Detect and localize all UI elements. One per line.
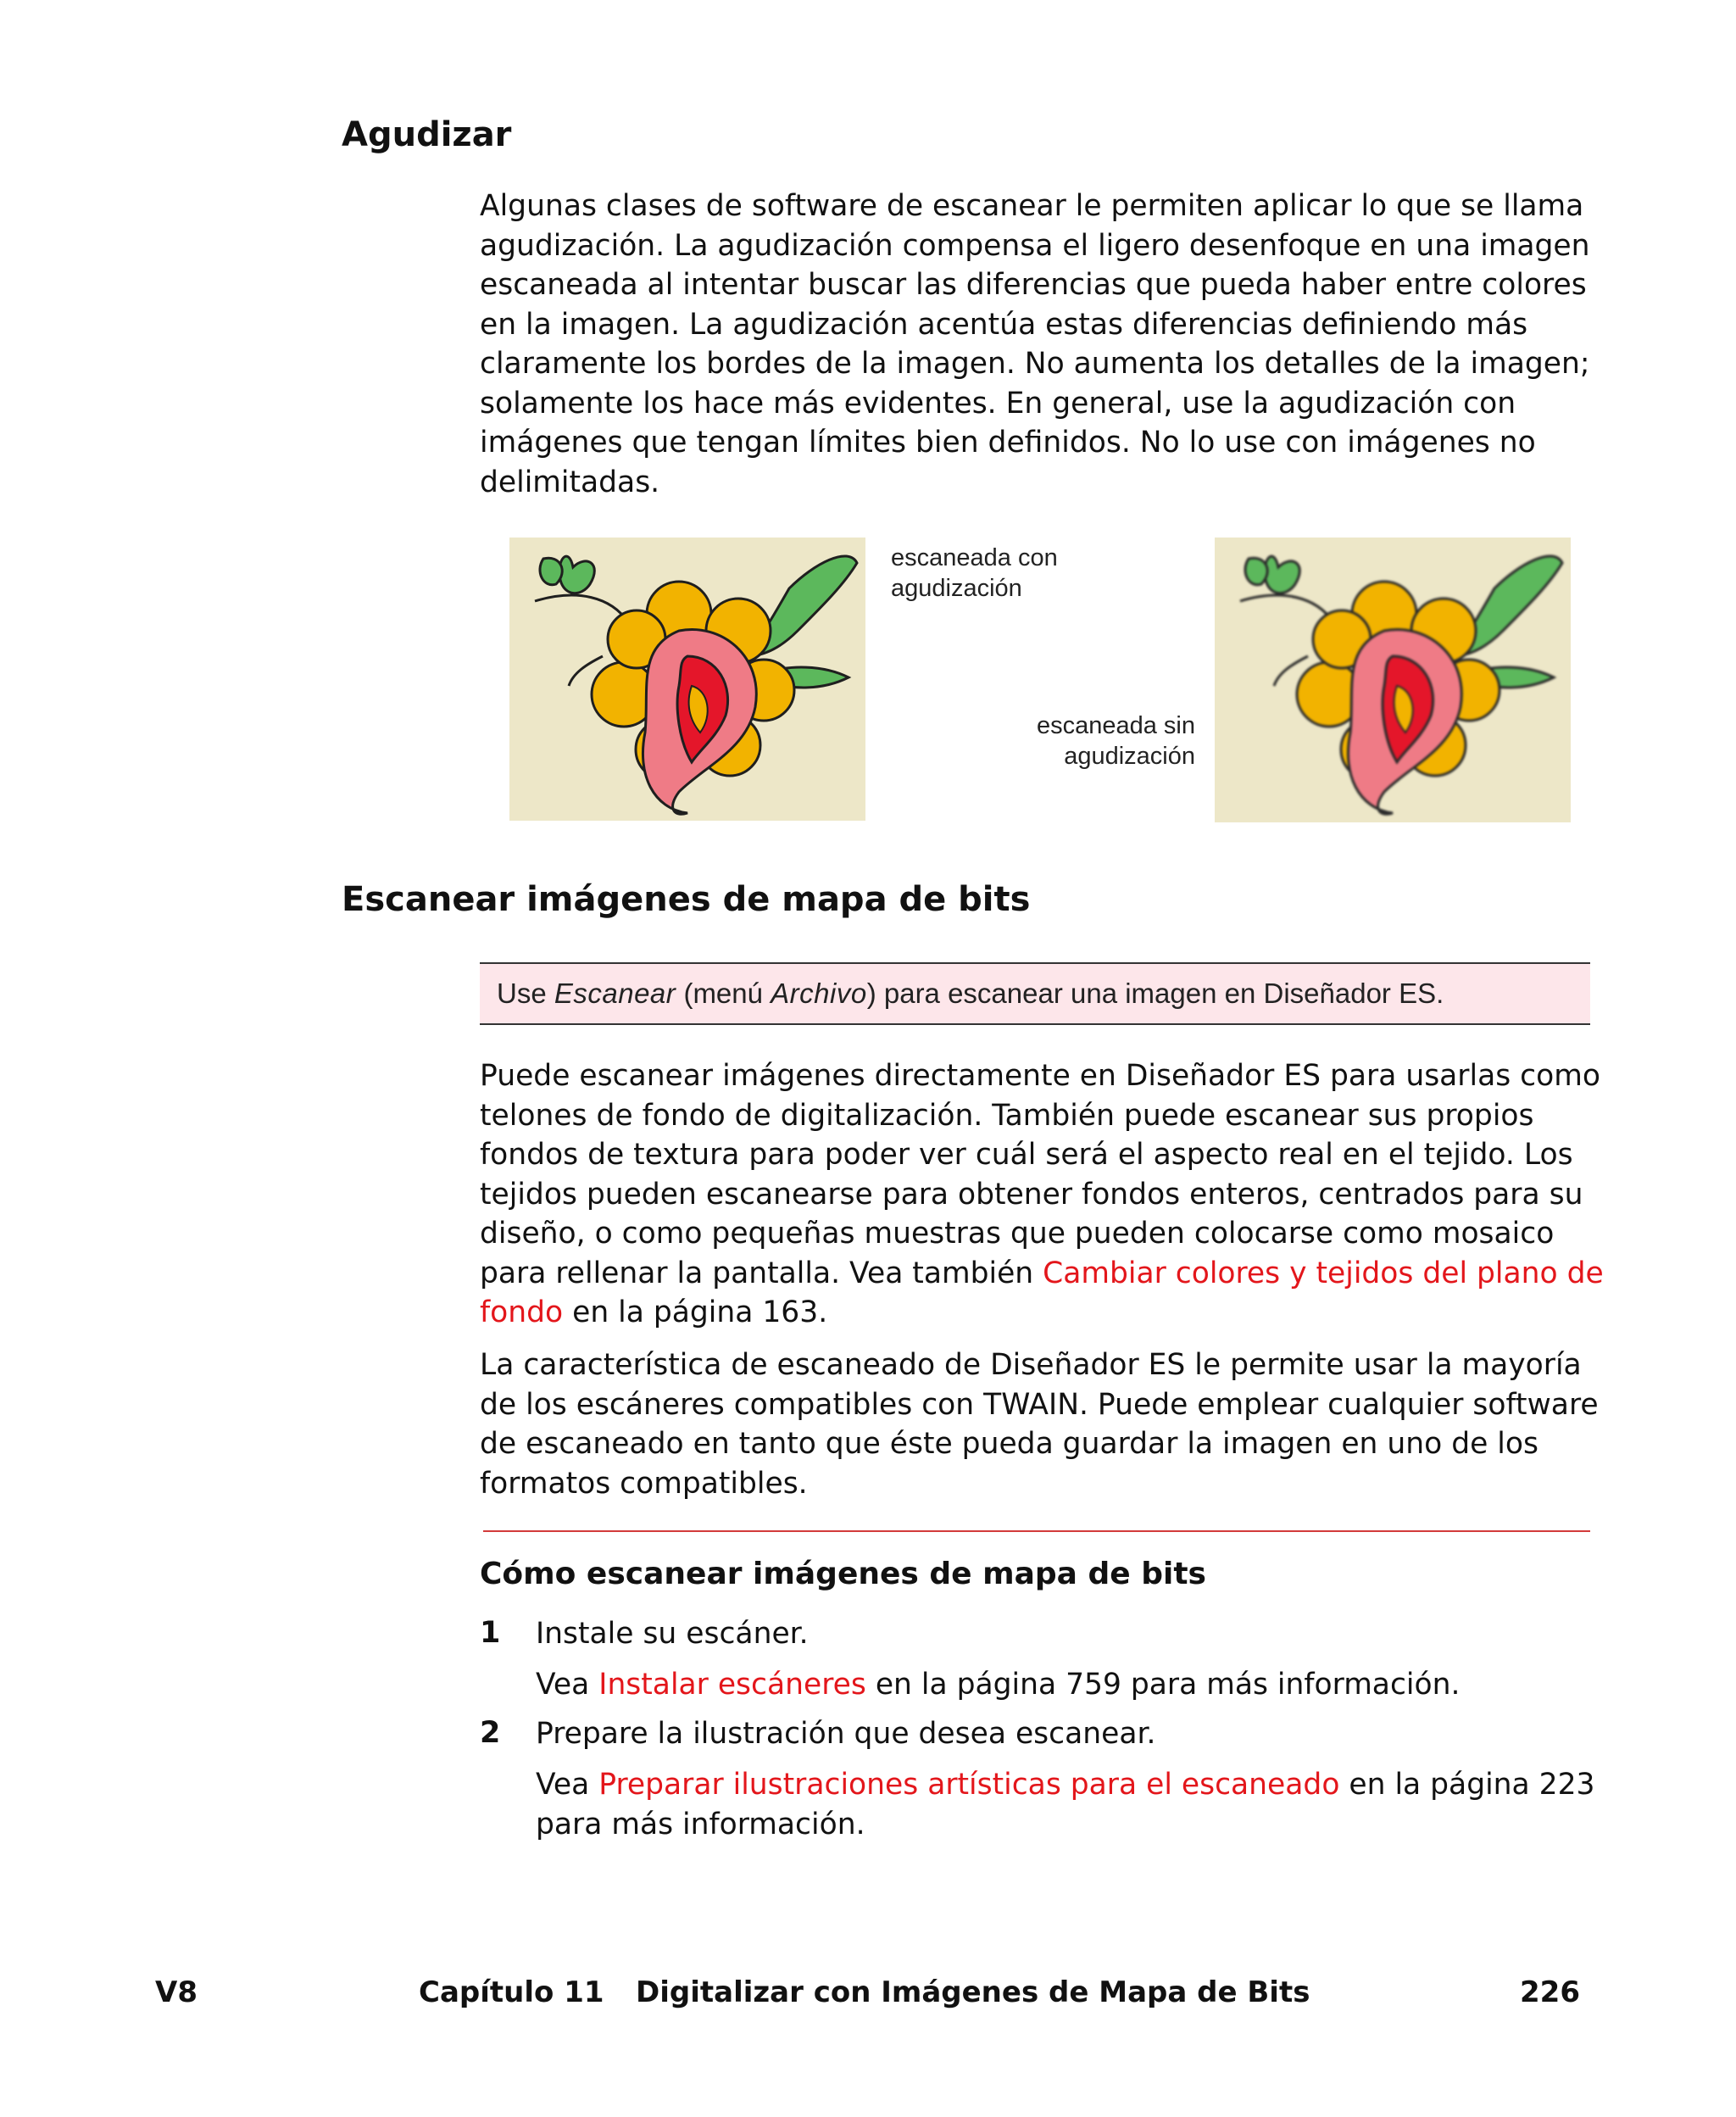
flower-illustration-sharp: [509, 538, 865, 821]
tip-text: [480, 964, 1590, 1023]
paragraph-text: en la página 163.: [563, 1295, 828, 1329]
ref-prefix: Vea: [536, 1768, 599, 1802]
paragraph-line: formatos compatibles.: [480, 1466, 808, 1501]
step-number: 2: [480, 1716, 501, 1750]
paragraph-line: diseño, o como pequeñas muestras que pueden colocarse como mosaico: [480, 1217, 1555, 1251]
paragraph-line: Algunas clases de software de escanear le permiten aplicar lo que se llama: [480, 189, 1584, 223]
tip-menu-archivo: Archivo: [771, 978, 867, 1009]
paragraph-line: [480, 1293, 1604, 1333]
escanear-paragraph-1: [480, 1056, 1604, 1333]
caption-sharpened: [891, 543, 1058, 604]
paragraph-line: agudización. La agudización compensa el ligero desenfoque en una imagen: [480, 228, 1590, 263]
footer-chapter: Capítulo 11: [419, 1975, 604, 2009]
caption-unsharpened: [1000, 710, 1195, 772]
footer-version: V8: [155, 1975, 198, 2009]
paragraph-line: de los escáneres compatibles con TWAIN. Puede emplear cualquier software: [480, 1387, 1599, 1422]
procedure-title: Cómo escanear imágenes de mapa de bits: [480, 1557, 1206, 1591]
escanear-paragraph-2: [480, 1345, 1599, 1503]
paragraph-line: telones de fondo de digitalización. También puede escanear sus propios: [480, 1098, 1534, 1133]
reference-line: para más información.: [536, 1807, 865, 1841]
paragraph-line: de escaneado en tanto que éste pueda guardar la imagen en uno de los: [480, 1427, 1538, 1461]
paragraph-line: solamente los hace más evidentes. En general, use la agudización con: [480, 386, 1516, 421]
tip-suffix: ) para escanear una imagen en Diseñador ES.: [866, 978, 1444, 1009]
caption-line: agudización: [1064, 743, 1195, 770]
footer-page-number: 226: [1520, 1975, 1580, 2009]
tip-mid: (menú: [676, 978, 771, 1009]
agudizar-paragraph: [480, 187, 1590, 502]
link-instalar-escaneres[interactable]: Instalar escáneres: [598, 1668, 866, 1702]
ref-suffix: en la página 759 para más información.: [865, 1668, 1461, 1702]
paragraph-line: fondos de textura para poder ver cuál será el aspecto real en el tejido. Los: [480, 1138, 1573, 1172]
flower-illustration-soft: [1215, 538, 1571, 822]
ref-suffix: en la página 223: [1339, 1768, 1595, 1802]
paragraph-line: imágenes que tengan límites bien definidos. No lo use con imágenes no: [480, 426, 1536, 460]
step-number: 1: [480, 1616, 501, 1650]
paragraph-line: tejidos pueden escanearse para obtener fondos enteros, centrados para su: [480, 1177, 1583, 1212]
paragraph-line: La característica de escaneado de Diseñador ES le permite usar la mayoría: [480, 1348, 1582, 1382]
procedure-divider: [483, 1530, 1590, 1532]
tip-command-escanear: Escanear: [554, 978, 676, 1009]
caption-line: escaneada con: [891, 544, 1058, 571]
paragraph-line: claramente los bordes de la imagen. No aumenta los detalles de la imagen;: [480, 347, 1590, 381]
paragraph-line: delimitadas.: [480, 465, 660, 499]
ref-prefix: Vea: [536, 1668, 599, 1702]
caption-line: agudización: [891, 575, 1022, 602]
link-cambiar-colores-cont[interactable]: fondo: [480, 1295, 564, 1329]
paragraph-line: [480, 1254, 1604, 1294]
step-2-text: Prepare la ilustración que desea escanear.: [536, 1717, 1156, 1751]
paragraph-text: para rellenar la pantalla. Vea también: [480, 1256, 1043, 1290]
sharpened-scan-image: [509, 538, 865, 821]
step-1-text: Instale su escáner.: [536, 1617, 809, 1651]
tip-prefix: Use: [497, 978, 554, 1009]
step-2-reference: [536, 1765, 1595, 1844]
footer-chapter-title: Digitalizar con Imágenes de Mapa de Bits: [636, 1975, 1310, 2009]
caption-line: escaneada sin: [1036, 712, 1195, 739]
paragraph-line: en la imagen. La agudización acentúa estas diferencias definiendo más: [480, 307, 1528, 342]
unsharpened-scan-image: [1215, 538, 1571, 822]
tip-box: [480, 962, 1590, 1025]
reference-line: [536, 1765, 1595, 1805]
paragraph-line: Puede escanear imágenes directamente en Diseñador ES para usarlas como: [480, 1059, 1600, 1093]
section-title-escanear: Escanear imágenes de mapa de bits: [342, 880, 1031, 919]
section-title-agudizar: Agudizar: [342, 115, 512, 154]
link-cambiar-colores[interactable]: Cambiar colores y tejidos del plano de: [1043, 1256, 1604, 1290]
step-1-reference: [536, 1665, 1460, 1705]
link-preparar-ilustraciones[interactable]: Preparar ilustraciones artísticas para el escaneado: [598, 1768, 1340, 1802]
paragraph-line: escaneada al intentar buscar las diferencias que pueda haber entre colores: [480, 268, 1587, 302]
